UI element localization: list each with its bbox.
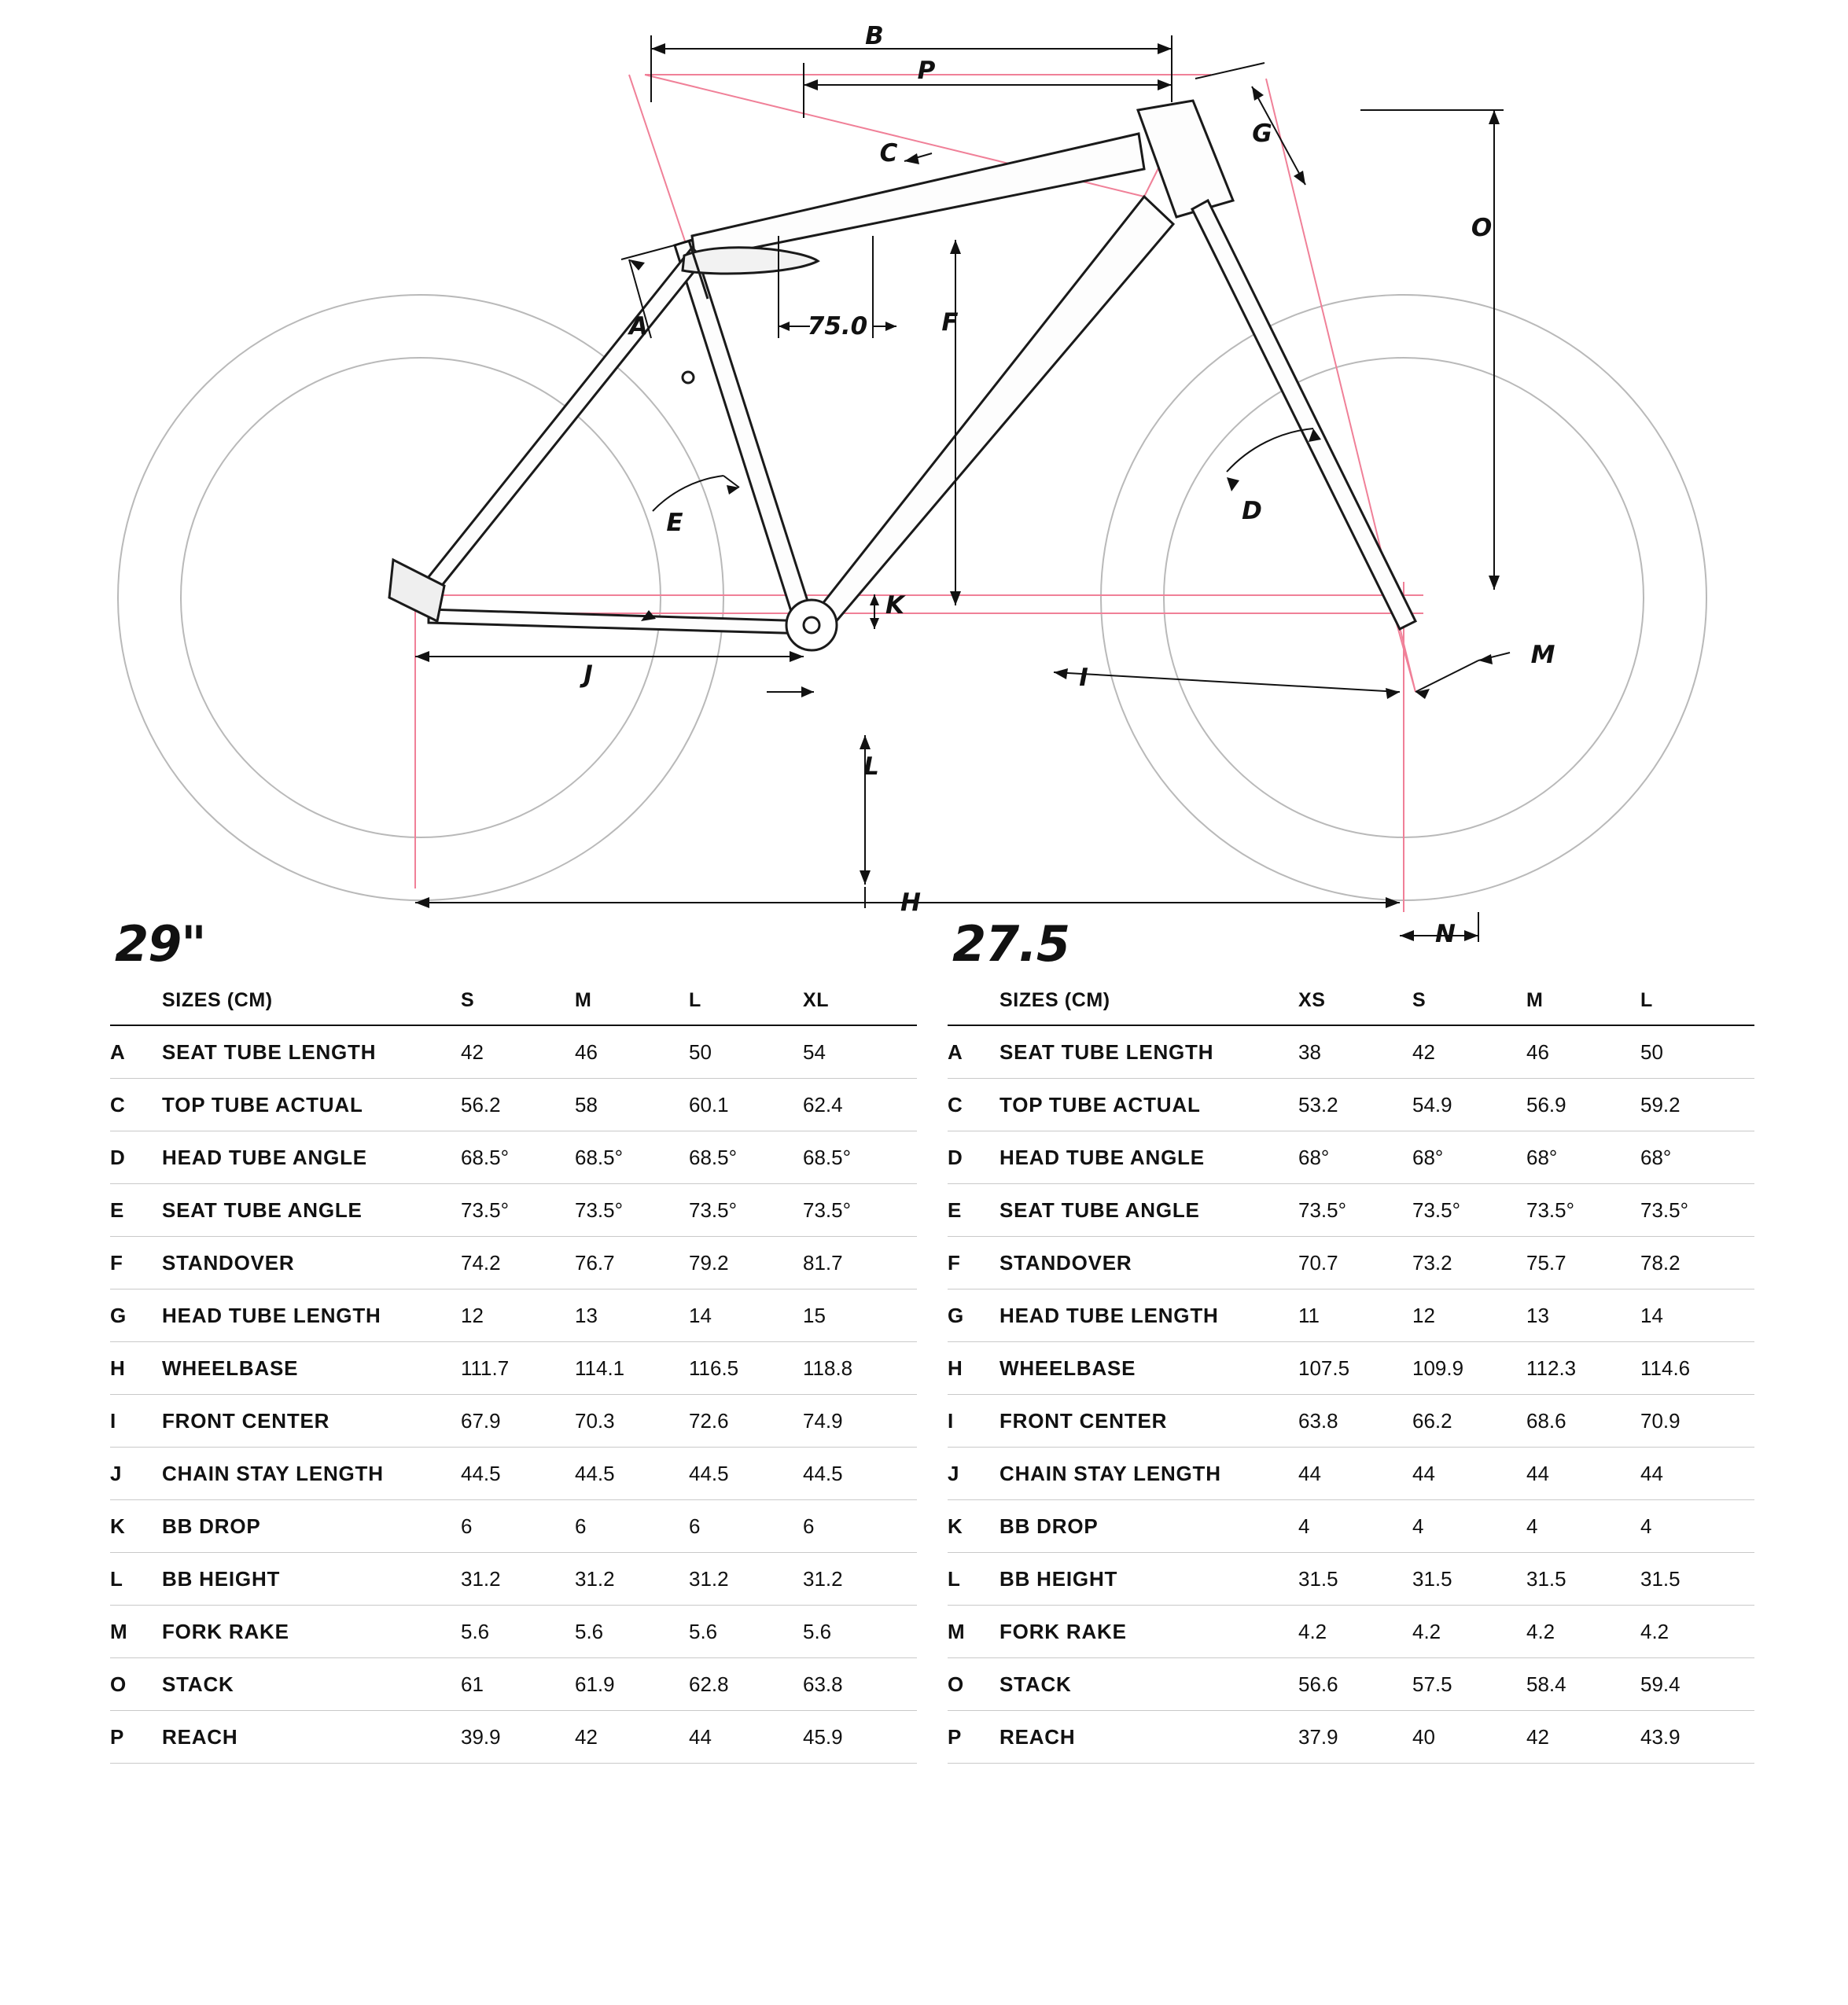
- row-value: 70.9: [1640, 1395, 1754, 1448]
- row-value: 6: [575, 1500, 689, 1553]
- row-value: 40: [1412, 1711, 1526, 1764]
- table-block-29: [110, 915, 916, 1764]
- row-value: 37.9: [1298, 1711, 1412, 1764]
- row-value: 68.5°: [689, 1131, 803, 1184]
- row-label: BB DROP: [162, 1500, 461, 1553]
- dim-label-M: M: [1530, 641, 1555, 669]
- row-label: SEAT TUBE ANGLE: [999, 1184, 1298, 1237]
- row-code: E: [110, 1184, 162, 1237]
- row-value: 56.2: [461, 1079, 575, 1131]
- header-size-xs: XS: [1298, 989, 1412, 1025]
- row-value: 73.5°: [1298, 1184, 1412, 1237]
- header-size-s: S: [461, 989, 575, 1025]
- row-value: 4.2: [1298, 1606, 1412, 1658]
- row-value: 73.5°: [1526, 1184, 1640, 1237]
- row-label: FRONT CENTER: [162, 1395, 461, 1448]
- dim-label-D: D: [1242, 497, 1262, 525]
- row-value: 42: [461, 1025, 575, 1079]
- row-value: 12: [1412, 1289, 1526, 1342]
- table-row: [110, 1395, 917, 1448]
- row-label: TOP TUBE ACTUAL: [162, 1079, 461, 1131]
- row-value: 46: [1526, 1025, 1640, 1079]
- row-label: REACH: [999, 1711, 1298, 1764]
- header-size-xl: XL: [803, 989, 917, 1025]
- row-label: HEAD TUBE ANGLE: [999, 1131, 1298, 1184]
- row-value: 4: [1526, 1500, 1640, 1553]
- row-value: 13: [575, 1289, 689, 1342]
- row-code: D: [948, 1131, 999, 1184]
- row-code: C: [948, 1079, 999, 1131]
- row-value: 56.9: [1526, 1079, 1640, 1131]
- row-value: 14: [1640, 1289, 1754, 1342]
- row-value: 44: [1640, 1448, 1754, 1500]
- table-row: [948, 1237, 1754, 1289]
- row-value: 68°: [1412, 1131, 1526, 1184]
- row-value: 73.5°: [803, 1184, 917, 1237]
- row-code: M: [110, 1606, 162, 1658]
- row-label: WHEELBASE: [999, 1342, 1298, 1395]
- row-value: 63.8: [1298, 1395, 1412, 1448]
- table-row: [948, 1184, 1754, 1237]
- row-value: 46: [575, 1025, 689, 1079]
- row-value: 68°: [1298, 1131, 1412, 1184]
- row-value: 31.2: [803, 1553, 917, 1606]
- row-value: 44: [689, 1711, 803, 1764]
- dim-label-O: O: [1471, 214, 1493, 242]
- dim-label-A: A: [629, 312, 648, 340]
- table-title-275: 27.5: [952, 915, 1069, 973]
- row-value: 68.6: [1526, 1395, 1640, 1448]
- dim-label-H: H: [900, 888, 921, 917]
- row-value: 4.2: [1526, 1606, 1640, 1658]
- table-row: [110, 1342, 917, 1395]
- row-label: TOP TUBE ACTUAL: [999, 1079, 1298, 1131]
- dim-label-N: N: [1435, 920, 1456, 944]
- row-code: O: [110, 1658, 162, 1711]
- row-value: 74.9: [803, 1395, 917, 1448]
- row-value: 57.5: [1412, 1658, 1526, 1711]
- row-value: 39.9: [461, 1711, 575, 1764]
- row-code: L: [948, 1553, 999, 1606]
- row-label: SEAT TUBE LENGTH: [162, 1025, 461, 1079]
- row-value: 42: [1412, 1025, 1526, 1079]
- row-value: 44: [1412, 1448, 1526, 1500]
- table-block-275: [948, 915, 1754, 1764]
- table-row: [948, 1342, 1754, 1395]
- row-value: 42: [1526, 1711, 1640, 1764]
- row-label: REACH: [162, 1711, 461, 1764]
- row-label: STANDOVER: [999, 1237, 1298, 1289]
- table-title-29: 29": [115, 915, 206, 973]
- row-value: 114.1: [575, 1342, 689, 1395]
- row-value: 14: [689, 1289, 803, 1342]
- row-value: 118.8: [803, 1342, 917, 1395]
- row-value: 58.4: [1526, 1658, 1640, 1711]
- row-value: 43.9: [1640, 1711, 1754, 1764]
- row-value: 73.5°: [1640, 1184, 1754, 1237]
- table-row: [948, 1131, 1754, 1184]
- row-label: STANDOVER: [162, 1237, 461, 1289]
- row-code: E: [948, 1184, 999, 1237]
- row-label: BB DROP: [999, 1500, 1298, 1553]
- table-row: [110, 1448, 917, 1500]
- row-value: 31.2: [689, 1553, 803, 1606]
- row-value: 61.9: [575, 1658, 689, 1711]
- dim-label-F: F: [941, 308, 959, 337]
- geometry-diagram: [0, 0, 1848, 944]
- row-code: I: [110, 1395, 162, 1448]
- table-row: [110, 1025, 917, 1079]
- row-value: 5.6: [803, 1606, 917, 1658]
- row-value: 11: [1298, 1289, 1412, 1342]
- row-label: HEAD TUBE ANGLE: [162, 1131, 461, 1184]
- row-value: 31.2: [461, 1553, 575, 1606]
- dim-label-C: C: [879, 139, 898, 167]
- row-label: FORK RAKE: [999, 1606, 1298, 1658]
- row-label: CHAIN STAY LENGTH: [999, 1448, 1298, 1500]
- dim-label-J: J: [583, 660, 593, 689]
- dim-label-E: E: [666, 509, 683, 537]
- header-sizes-label: SIZES (CM): [999, 989, 1298, 1025]
- table-row: [110, 1606, 917, 1658]
- row-code: D: [110, 1131, 162, 1184]
- row-value: 70.7: [1298, 1237, 1412, 1289]
- row-value: 5.6: [461, 1606, 575, 1658]
- table-header-row: [948, 989, 1754, 1025]
- wheel-outlines: [118, 295, 1706, 900]
- table-row: [948, 1025, 1754, 1079]
- row-code: P: [948, 1711, 999, 1764]
- row-code: C: [110, 1079, 162, 1131]
- dim-label-G: G: [1252, 120, 1272, 148]
- row-value: 13: [1526, 1289, 1640, 1342]
- row-code: P: [110, 1711, 162, 1764]
- row-value: 70.3: [575, 1395, 689, 1448]
- header-code: [948, 989, 999, 1025]
- dim-label-I: I: [1079, 664, 1088, 692]
- row-value: 59.2: [1640, 1079, 1754, 1131]
- row-code: J: [948, 1448, 999, 1500]
- row-value: 44: [1526, 1448, 1640, 1500]
- row-value: 68°: [1640, 1131, 1754, 1184]
- row-value: 44: [1298, 1448, 1412, 1500]
- row-value: 63.8: [803, 1658, 917, 1711]
- row-label: WHEELBASE: [162, 1342, 461, 1395]
- row-label: HEAD TUBE LENGTH: [999, 1289, 1298, 1342]
- row-value: 50: [1640, 1025, 1754, 1079]
- dim-annotation-75: 75.0: [807, 312, 868, 340]
- row-value: 109.9: [1412, 1342, 1526, 1395]
- row-value: 4: [1640, 1500, 1754, 1553]
- row-value: 79.2: [689, 1237, 803, 1289]
- row-label: STACK: [162, 1658, 461, 1711]
- header-size-l: L: [1640, 989, 1754, 1025]
- row-code: G: [948, 1289, 999, 1342]
- row-label: SEAT TUBE ANGLE: [162, 1184, 461, 1237]
- row-value: 72.6: [689, 1395, 803, 1448]
- table-row: [110, 1500, 917, 1553]
- geometry-table-29: [110, 989, 917, 1764]
- row-value: 45.9: [803, 1711, 917, 1764]
- bike-frame: [389, 101, 1415, 650]
- row-value: 44.5: [689, 1448, 803, 1500]
- row-code: I: [948, 1395, 999, 1448]
- row-value: 60.1: [689, 1079, 803, 1131]
- header-code: [110, 989, 162, 1025]
- table-row: [948, 1606, 1754, 1658]
- row-value: 66.2: [1412, 1395, 1526, 1448]
- table-row: [110, 1658, 917, 1711]
- row-value: 56.6: [1298, 1658, 1412, 1711]
- row-value: 78.2: [1640, 1237, 1754, 1289]
- table-header-row: [110, 989, 917, 1025]
- row-value: 81.7: [803, 1237, 917, 1289]
- row-code: K: [110, 1500, 162, 1553]
- header-size-l: L: [689, 989, 803, 1025]
- row-label: STACK: [999, 1658, 1298, 1711]
- row-value: 68.5°: [461, 1131, 575, 1184]
- table-row: [948, 1553, 1754, 1606]
- row-value: 59.4: [1640, 1658, 1754, 1711]
- row-value: 75.7: [1526, 1237, 1640, 1289]
- row-value: 6: [689, 1500, 803, 1553]
- row-value: 4.2: [1412, 1606, 1526, 1658]
- table-row: [110, 1237, 917, 1289]
- row-value: 73.5°: [461, 1184, 575, 1237]
- table-row: [948, 1079, 1754, 1131]
- row-value: 31.5: [1412, 1553, 1526, 1606]
- row-value: 15: [803, 1289, 917, 1342]
- header-size-s: S: [1412, 989, 1526, 1025]
- row-label: BB HEIGHT: [162, 1553, 461, 1606]
- row-code: M: [948, 1606, 999, 1658]
- row-value: 114.6: [1640, 1342, 1754, 1395]
- row-value: 116.5: [689, 1342, 803, 1395]
- row-value: 58: [575, 1079, 689, 1131]
- row-value: 68.5°: [803, 1131, 917, 1184]
- row-label: CHAIN STAY LENGTH: [162, 1448, 461, 1500]
- row-code: F: [110, 1237, 162, 1289]
- row-value: 76.7: [575, 1237, 689, 1289]
- row-label: HEAD TUBE LENGTH: [162, 1289, 461, 1342]
- row-value: 107.5: [1298, 1342, 1412, 1395]
- row-value: 4: [1298, 1500, 1412, 1553]
- row-value: 73.2: [1412, 1237, 1526, 1289]
- row-label: SEAT TUBE LENGTH: [999, 1025, 1298, 1079]
- row-value: 68°: [1526, 1131, 1640, 1184]
- row-value: 68.5°: [575, 1131, 689, 1184]
- row-value: 62.8: [689, 1658, 803, 1711]
- geometry-table-275: [948, 989, 1754, 1764]
- dim-label-B: B: [865, 22, 884, 50]
- row-value: 54.9: [1412, 1079, 1526, 1131]
- row-value: 73.5°: [689, 1184, 803, 1237]
- row-label: BB HEIGHT: [999, 1553, 1298, 1606]
- table-row: [110, 1079, 917, 1131]
- row-value: 4.2: [1640, 1606, 1754, 1658]
- dim-label-L: L: [863, 752, 879, 781]
- geometry-tables: [0, 915, 1848, 1764]
- table-row: [110, 1711, 917, 1764]
- table-row: [110, 1131, 917, 1184]
- table-row: [110, 1553, 917, 1606]
- row-code: O: [948, 1658, 999, 1711]
- header-sizes-label: SIZES (CM): [162, 989, 461, 1025]
- row-value: 31.5: [1526, 1553, 1640, 1606]
- row-code: J: [110, 1448, 162, 1500]
- row-value: 5.6: [689, 1606, 803, 1658]
- row-value: 44.5: [461, 1448, 575, 1500]
- header-size-m: M: [575, 989, 689, 1025]
- row-value: 61: [461, 1658, 575, 1711]
- row-value: 6: [803, 1500, 917, 1553]
- row-value: 73.5°: [575, 1184, 689, 1237]
- row-value: 44.5: [803, 1448, 917, 1500]
- row-value: 67.9: [461, 1395, 575, 1448]
- dim-label-K: K: [885, 591, 905, 620]
- row-code: K: [948, 1500, 999, 1553]
- row-label: FORK RAKE: [162, 1606, 461, 1658]
- row-code: H: [948, 1342, 999, 1395]
- row-value: 74.2: [461, 1237, 575, 1289]
- row-value: 44.5: [575, 1448, 689, 1500]
- row-code: G: [110, 1289, 162, 1342]
- row-value: 50: [689, 1025, 803, 1079]
- row-code: F: [948, 1237, 999, 1289]
- row-value: 54: [803, 1025, 917, 1079]
- row-value: 111.7: [461, 1342, 575, 1395]
- table-row: [948, 1500, 1754, 1553]
- dim-label-P: P: [917, 57, 936, 85]
- table-row: [948, 1711, 1754, 1764]
- table-row: [948, 1289, 1754, 1342]
- row-label: FRONT CENTER: [999, 1395, 1298, 1448]
- row-code: A: [948, 1025, 999, 1079]
- row-value: 112.3: [1526, 1342, 1640, 1395]
- table-row: [110, 1289, 917, 1342]
- row-value: 53.2: [1298, 1079, 1412, 1131]
- row-value: 31.2: [575, 1553, 689, 1606]
- row-value: 12: [461, 1289, 575, 1342]
- table-row: [948, 1448, 1754, 1500]
- table-row: [948, 1658, 1754, 1711]
- row-code: A: [110, 1025, 162, 1079]
- table-row: [948, 1395, 1754, 1448]
- row-value: 62.4: [803, 1079, 917, 1131]
- row-value: 38: [1298, 1025, 1412, 1079]
- row-value: 73.5°: [1412, 1184, 1526, 1237]
- row-code: H: [110, 1342, 162, 1395]
- row-value: 31.5: [1298, 1553, 1412, 1606]
- row-value: 5.6: [575, 1606, 689, 1658]
- row-code: L: [110, 1553, 162, 1606]
- row-value: 4: [1412, 1500, 1526, 1553]
- row-value: 31.5: [1640, 1553, 1754, 1606]
- row-value: 6: [461, 1500, 575, 1553]
- table-row: [110, 1184, 917, 1237]
- row-value: 42: [575, 1711, 689, 1764]
- header-size-m: M: [1526, 989, 1640, 1025]
- bike-geometry-svg: [0, 0, 1848, 944]
